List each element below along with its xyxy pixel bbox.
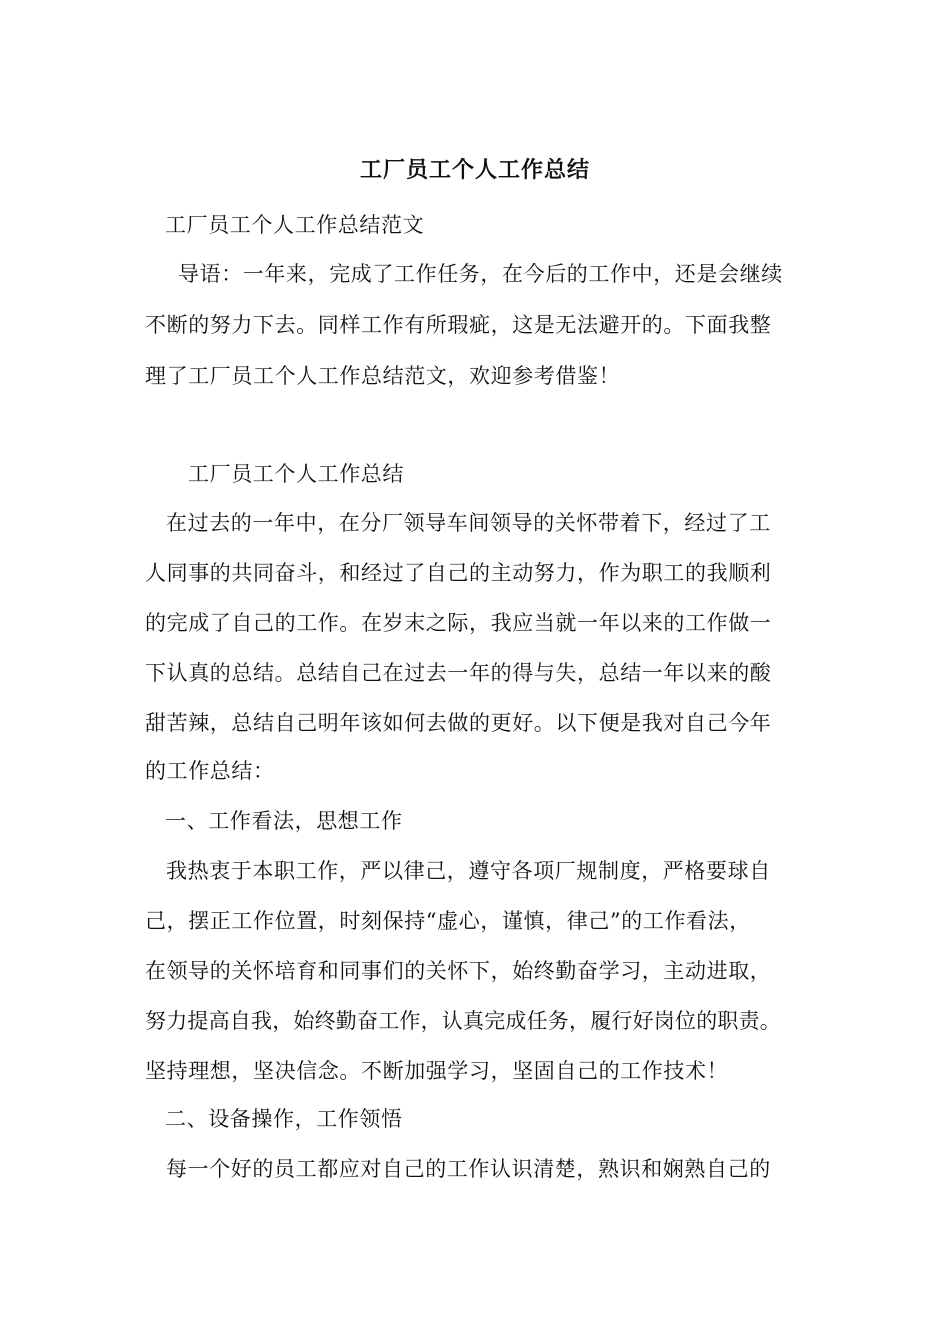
intro-line: 导语：一年来，完成了工作任务，在今后的工作中，还是会继续: [178, 262, 783, 286]
section-heading: 工厂员工个人工作总结: [188, 462, 404, 486]
paragraph-line: 努力提高自我，始终勤奋工作，认真完成任务，履行好岗位的职责。: [145, 1009, 781, 1033]
paragraph-line: 在领导的关怀培育和同事们的关怀下，始终勤奋学习，主动进取，: [145, 959, 772, 983]
paragraph-line: 己，摆正工作位置，时刻保持“虚心，谨慎，律己”的工作看法，: [145, 909, 751, 933]
paragraph-line: 坚持理想，坚决信念。不断加强学习，坚固自己的工作技术！: [145, 1059, 729, 1083]
intro-line: 理了工厂员工个人工作总结范文，欢迎参考借鉴！: [145, 364, 621, 388]
paragraph-line: 的完成了自己的工作。在岁末之际，我应当就一年以来的工作做一: [145, 611, 772, 635]
paragraph-line: 我热衷于本职工作，严以律己，遵守各项厂规制度，严格要球自: [166, 859, 771, 883]
paragraph-line: 在过去的一年中，在分厂领导车间领导的关怀带着下，经过了工: [166, 511, 771, 535]
heading-1: 一、工作看法，思想工作: [165, 809, 403, 833]
paragraph-line: 的工作总结：: [145, 759, 275, 783]
paragraph-line: 下认真的总结。总结自己在过去一年的得与失，总结一年以来的酸: [145, 661, 772, 685]
document-title: 工厂员工个人工作总结: [359, 157, 590, 183]
document-subtitle: 工厂员工个人工作总结范文: [165, 213, 425, 237]
intro-line: 不断的努力下去。同样工作有所瑕疵，这是无法避开的。下面我整: [145, 313, 772, 337]
heading-2: 二、设备操作，工作领悟: [165, 1107, 403, 1131]
paragraph-line: 甜苦辣，总结自己明年该如何去做的更好。以下便是我对自己今年: [145, 711, 772, 735]
paragraph-line: 人同事的共同奋斗，和经过了自己的主动努力，作为职工的我顺利: [145, 561, 772, 585]
paragraph-line: 每一个好的员工都应对自己的工作认识清楚，熟识和娴熟自己的: [166, 1157, 771, 1181]
